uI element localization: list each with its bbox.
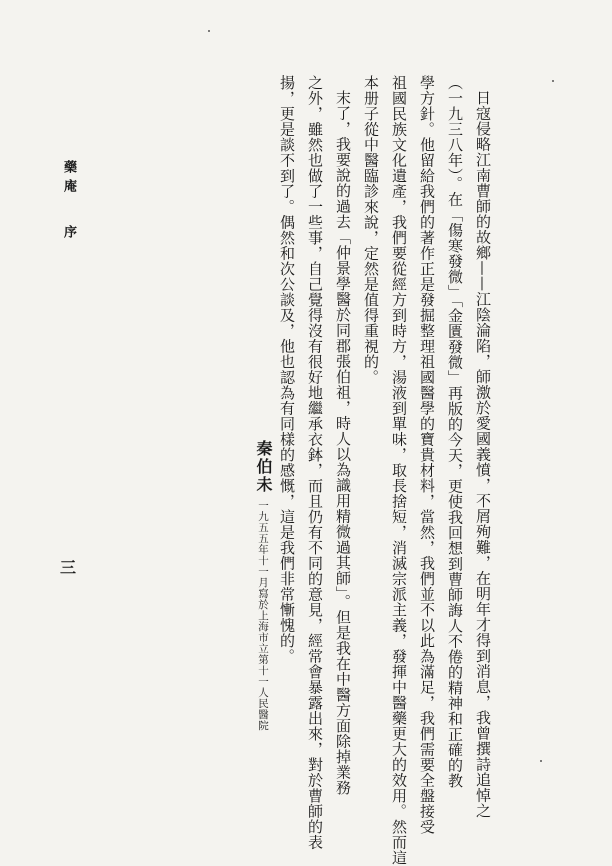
body-column-4: 祖國民族文化遺產，我們要從經方到時方，湯液到單味，取長捨短，消滅宗派主義，發揮中醫藥更大的效用。然而這 — [390, 75, 408, 866]
body-column-2: （一九三八年）。在「傷寒發微」「金匱發微」再版的今天，更使我回想到曹師誨人不倦的精神和正確的教 — [446, 75, 464, 789]
body-column-6: 末了，我要說的過去「仲景學醫於同郡張伯祖，時人以為識用精微過其師」。但是我在中醫方面除掉業務 — [334, 90, 352, 796]
running-head-book: 藥庵 — [61, 160, 76, 198]
body-column-8: 揚，更是談不到了。偶然和次公談及，他也認為有同樣的感慨，這是我們非常慚愧的。 — [278, 75, 296, 664]
signature-block — [252, 440, 274, 731]
date-place-note: 一九五五年十一月寫於上海市立第十一人民醫院 — [257, 500, 269, 731]
body-column-3: 學方針。他留給我們的著作正是發掘整理祖國醫學的寶貴材料，當然，我們並不以此為滿足，我們需要全盤接受 — [418, 75, 436, 835]
scan-speck — [552, 80, 554, 82]
author-name: 秦伯未 — [254, 440, 273, 494]
scan-speck — [540, 760, 542, 762]
body-column-1: 日寇侵略江南曹師的故鄉——江陰淪陷，師激於愛國義憤，不屑殉難，在明年才得到消息，我曾撰詩追悼之 — [474, 90, 492, 819]
scan-speck — [208, 30, 210, 32]
page-number: 三 — [60, 558, 77, 577]
body-column-5: 本册子從中醫臨診來說，定然是值得重視的。 — [362, 75, 380, 385]
body-column-7: 之外，雖然也做了一些事，自己覺得沒有很好地繼承衣鉢，而且仍有不同的意見，經常會暴露出來，對於曹師的表 — [306, 75, 324, 850]
running-head-section: 序 — [61, 225, 76, 244]
